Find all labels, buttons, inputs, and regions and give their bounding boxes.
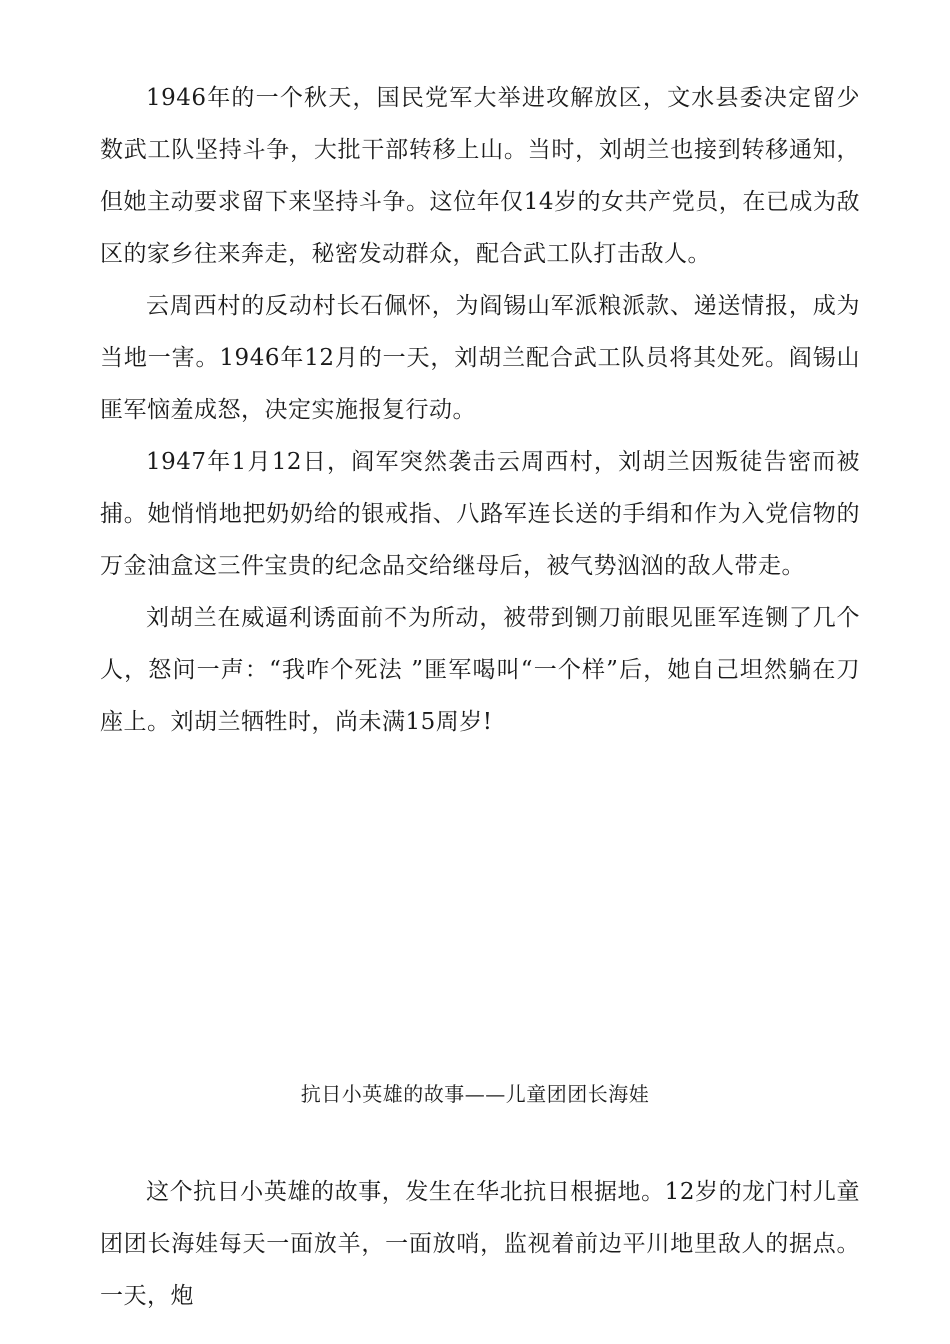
paragraph-4: 刘胡兰在威逼利诱面前不为所动，被带到铡刀前眼见匪军连铡了几个人，怒问一声：“我咋个死法 ”匪军喝叫“一个样”后，她自己坦然躺在刀座上。刘胡兰牺牲时，尚未满15周岁! <box>100 605 860 735</box>
paragraph-3: 1947年1月12日，阎军突然袭击云周西村，刘胡兰因叛徒告密而被捕。她悄悄地把奶奶给的银戒指、八路军连长送的手绢和作为入党信物的万金油盒这三件宝贵的纪念品交给继母后，被气势汹汹的敌人带走。 <box>100 449 860 579</box>
section-title: 抗日小英雄的故事——儿童团团长海娃 <box>300 1082 650 1106</box>
section-paragraph-1: 这个抗日小英雄的故事，发生在华北抗日根据地。12岁的龙门村儿童团团长海娃每天一面放羊，一面放哨，监视着前边平川地里敌人的据点。一天，炮 <box>100 1179 860 1309</box>
paragraph-1: 1946年的一个秋天，国民党军大举进攻解放区，文水县委决定留少数武工队坚持斗争，大批干部转移上山。当时，刘胡兰也接到转移通知，但她主动要求留下来坚持斗争。这位年仅14岁的女共产党员，在已成为敌区的家乡往来奔走，秘密发动群众，配合武工队打击敌人。 <box>100 85 860 267</box>
paragraph-2: 云周西村的反动村长石佩怀，为阎锡山军派粮派款、递送情报，成为当地一害。1946年12月的一天，刘胡兰配合武工队员将其处死。阎锡山匪军恼羞成怒，决定实施报复行动。 <box>100 293 860 423</box>
